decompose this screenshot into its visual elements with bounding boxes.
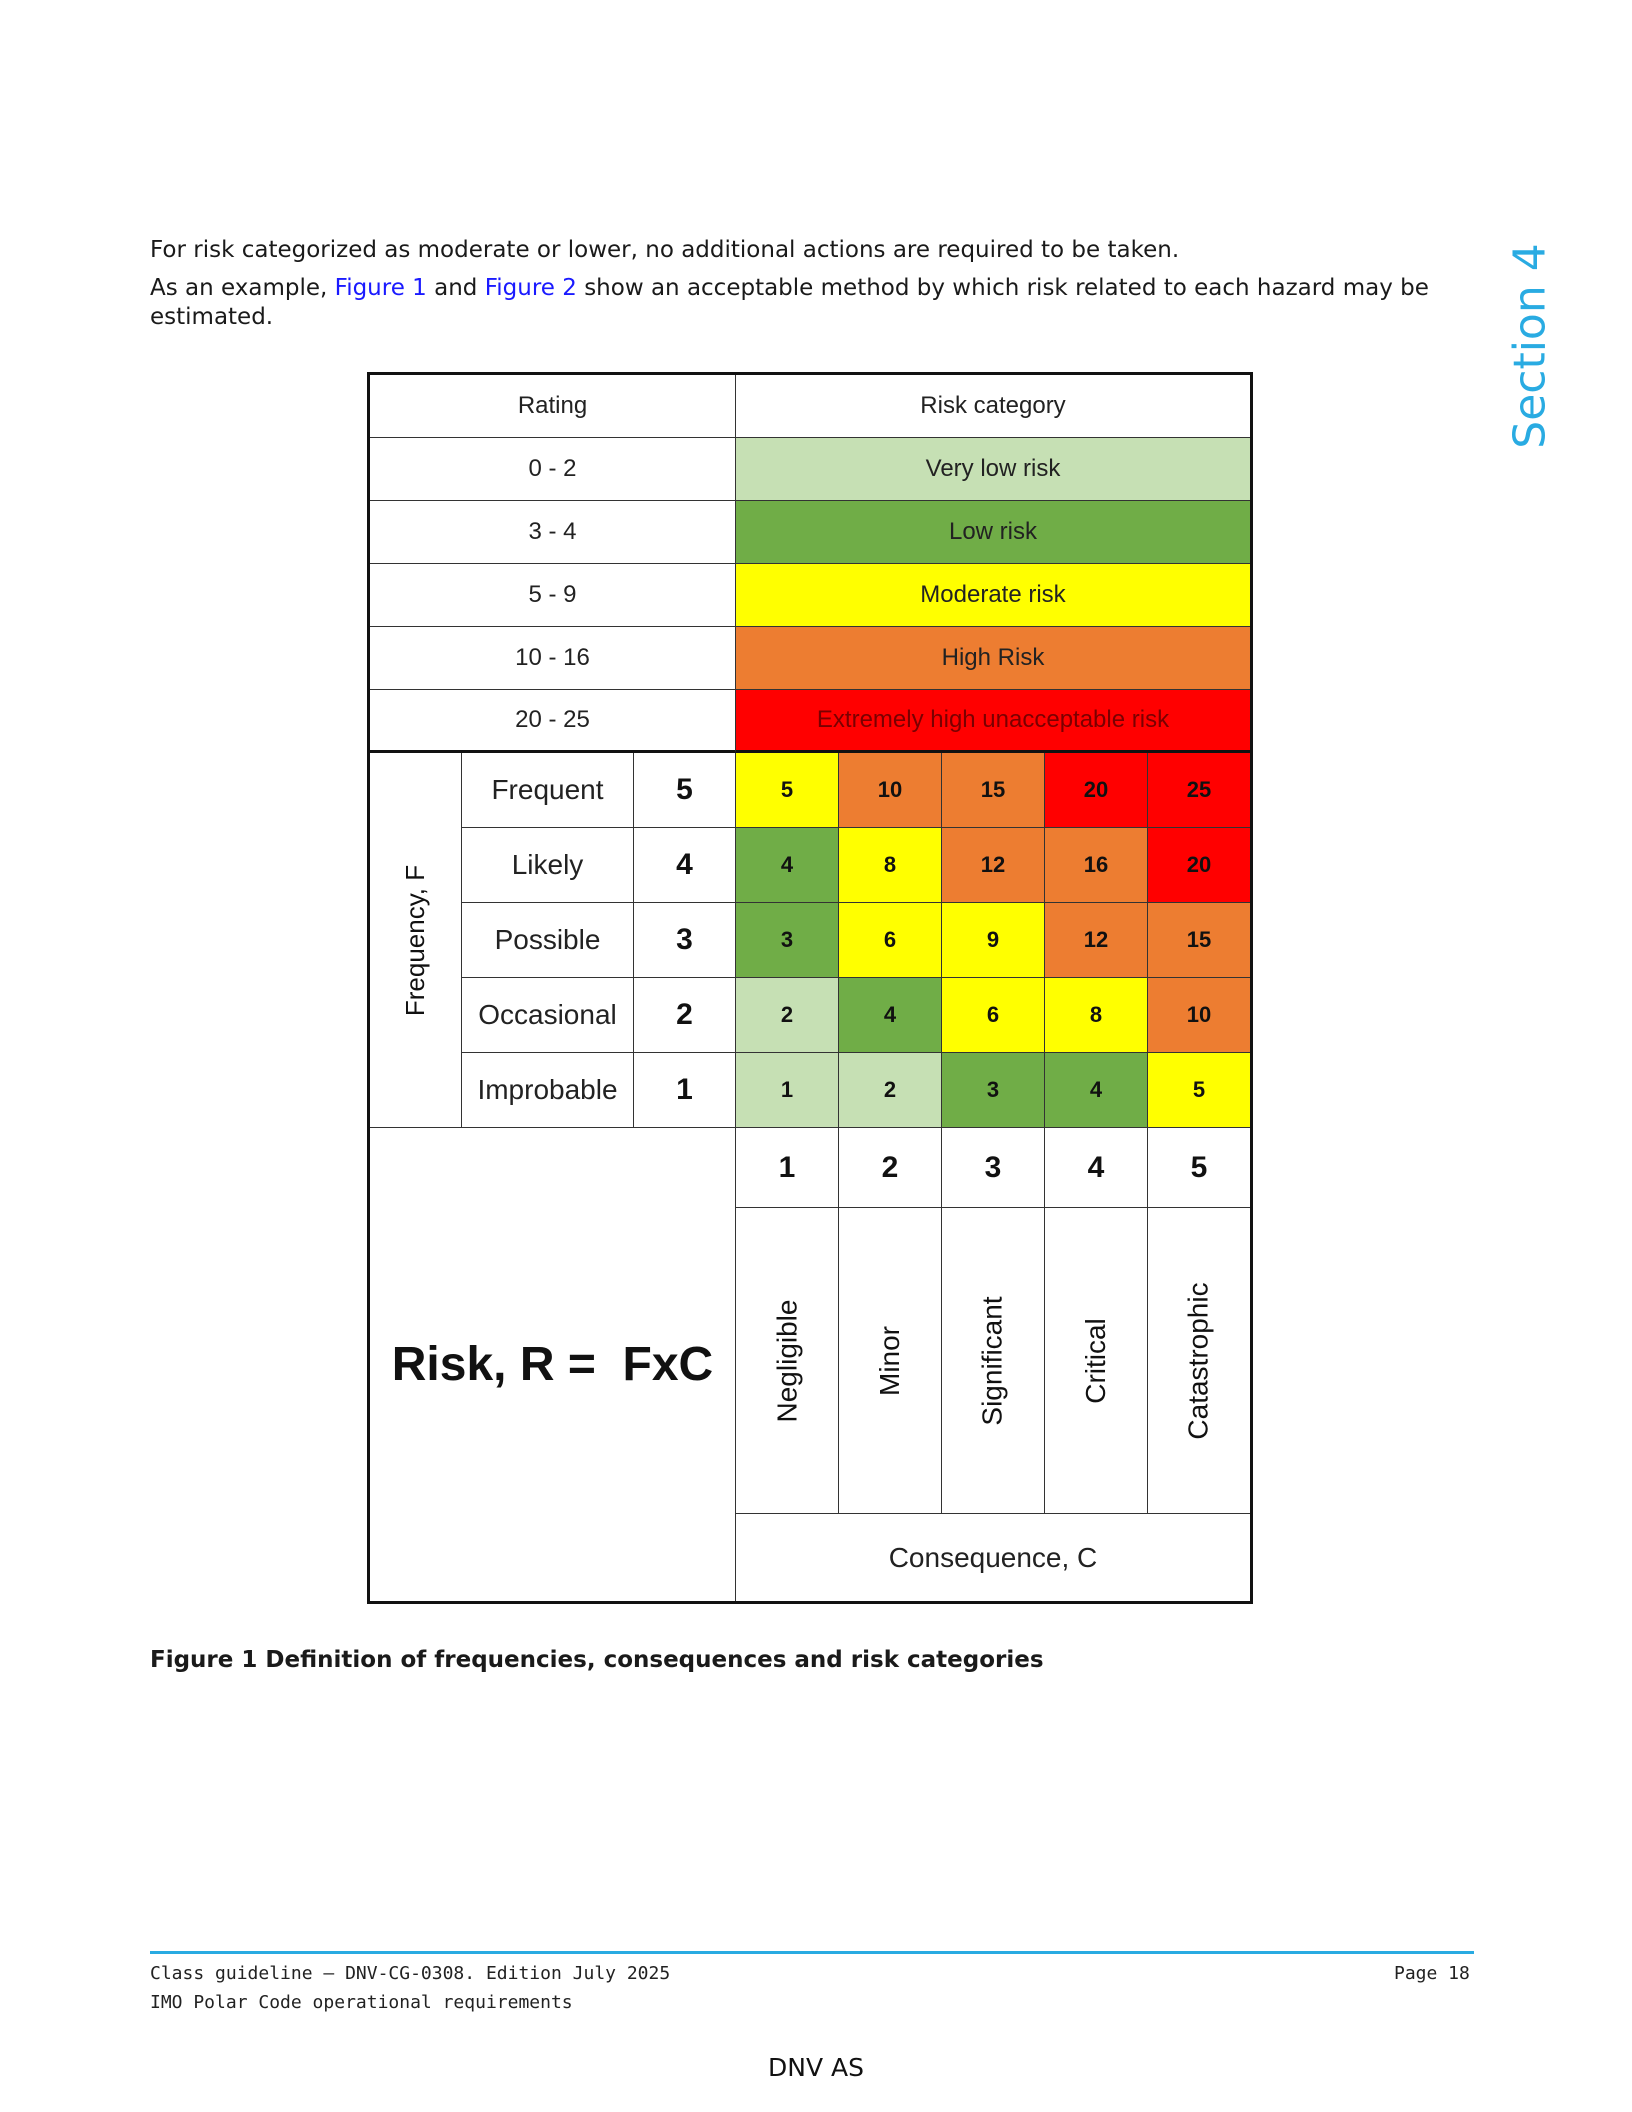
matrix-cell: 20 — [1148, 828, 1250, 903]
consequence-label-cell — [1045, 1208, 1148, 1514]
intro-paragraph-1 — [150, 236, 1450, 265]
matrix-cell: 4 — [839, 978, 942, 1053]
footer-company: DNV AS — [768, 2053, 864, 2082]
risk-category-moderate-risk: Moderate risk — [736, 564, 1250, 627]
risk-category-high-risk: High Risk — [736, 627, 1250, 690]
section-label: Section 4 — [1504, 243, 1556, 449]
frequency-value: 5 — [634, 753, 736, 828]
matrix-cell: 5 — [1148, 1053, 1250, 1128]
consequence-value: 1 — [736, 1128, 839, 1208]
footer-doc-subtitle: IMO Polar Code operational requirements — [150, 1992, 573, 2013]
frequency-label: Likely — [462, 828, 634, 903]
consequence-value: 3 — [942, 1128, 1045, 1208]
rating-range: 10 - 16 — [370, 627, 736, 690]
matrix-cell: 8 — [1045, 978, 1148, 1053]
consequence-label-cell — [1148, 1208, 1250, 1514]
matrix-cell: 2 — [839, 1053, 942, 1128]
matrix-cell: 5 — [736, 753, 839, 828]
consequence-axis-label: Consequence, C — [888, 1541, 1098, 1573]
intro-line-2-suffix: show an acceptable method by which risk related to each hazard may be estimated. — [150, 275, 1429, 330]
matrix-cell: 12 — [1045, 903, 1148, 978]
matrix-cell: 4 — [1045, 1053, 1148, 1128]
consequence-label: Critical — [1080, 1317, 1111, 1404]
matrix-cell: 25 — [1148, 753, 1250, 828]
frequency-label: Improbable — [462, 1053, 634, 1128]
consequence-label-cell — [942, 1208, 1045, 1514]
risk-category-low-risk: Low risk — [736, 501, 1250, 564]
matrix-cell: 12 — [942, 828, 1045, 903]
frequency-label: Frequent — [462, 753, 634, 828]
intro-paragraph-2 — [150, 274, 1450, 332]
matrix-cell: 2 — [736, 978, 839, 1053]
consequence-label: Catastrophic — [1183, 1281, 1214, 1440]
rating-range: 20 - 25 — [370, 690, 736, 753]
consequence-value: 5 — [1148, 1128, 1250, 1208]
matrix-cell: 20 — [1045, 753, 1148, 828]
consequence-label: Minor — [873, 1325, 905, 1396]
consequence-label: Negligible — [771, 1299, 802, 1422]
matrix-cell: 10 — [1148, 978, 1250, 1053]
frequency-axis — [370, 753, 462, 1128]
figure-caption: Figure 1 Definition of frequencies, consequences and risk categories — [150, 1647, 1044, 1673]
frequency-label: Occasional — [462, 978, 634, 1053]
figure-2-link[interactable]: Figure 2 — [484, 275, 577, 301]
risk-category-extremely-high-unacceptable-risk: Extremely high unacceptable risk — [736, 690, 1250, 753]
frequency-value: 3 — [634, 903, 736, 978]
intro-line-1: For risk categorized as moderate or lower, no additional actions are required to be taken. — [150, 237, 1180, 263]
matrix-cell: 15 — [1148, 903, 1250, 978]
frequency-value: 2 — [634, 978, 736, 1053]
footer-doc-title: Class guideline — DNV-CG-0308. Edition July 2025 — [150, 1963, 671, 1984]
figure-1-link[interactable]: Figure 1 — [334, 275, 427, 301]
rating-range: 3 - 4 — [370, 501, 736, 564]
matrix-cell: 16 — [1045, 828, 1148, 903]
rating-range: 5 - 9 — [370, 564, 736, 627]
risk-category-header: Risk category — [736, 375, 1250, 438]
consequence-label-cell — [839, 1208, 942, 1514]
consequence-label: Significant — [977, 1295, 1008, 1426]
risk-formula: Risk, R = FxC — [370, 1128, 736, 1601]
frequency-label: Possible — [462, 903, 634, 978]
matrix-cell: 3 — [736, 903, 839, 978]
intro-line-2-and: and — [426, 275, 485, 301]
matrix-cell: 6 — [839, 903, 942, 978]
matrix-cell: 8 — [839, 828, 942, 903]
matrix-cell: 15 — [942, 753, 1045, 828]
consequence-label-cell — [736, 1208, 839, 1514]
frequency-value: 1 — [634, 1053, 736, 1128]
frequency-axis-label: Frequency, F — [400, 864, 430, 1016]
matrix-cell: 1 — [736, 1053, 839, 1128]
rating-header: Rating — [370, 375, 736, 438]
risk-matrix-figure — [367, 372, 1253, 1604]
frequency-value: 4 — [634, 828, 736, 903]
matrix-cell: 10 — [839, 753, 942, 828]
matrix-cell: 9 — [942, 903, 1045, 978]
matrix-cell: 4 — [736, 828, 839, 903]
section-tab — [1500, 243, 1560, 449]
consequence-value: 2 — [839, 1128, 942, 1208]
consequence-value: 4 — [1045, 1128, 1148, 1208]
rating-range: 0 - 2 — [370, 438, 736, 501]
footer-page-number: Page 18 — [1394, 1963, 1470, 1984]
risk-category-very-low-risk: Very low risk — [736, 438, 1250, 501]
footer-rule — [150, 1951, 1474, 1954]
matrix-cell: 3 — [942, 1053, 1045, 1128]
matrix-cell: 6 — [942, 978, 1045, 1053]
intro-line-2-prefix: As an example, — [150, 275, 335, 301]
